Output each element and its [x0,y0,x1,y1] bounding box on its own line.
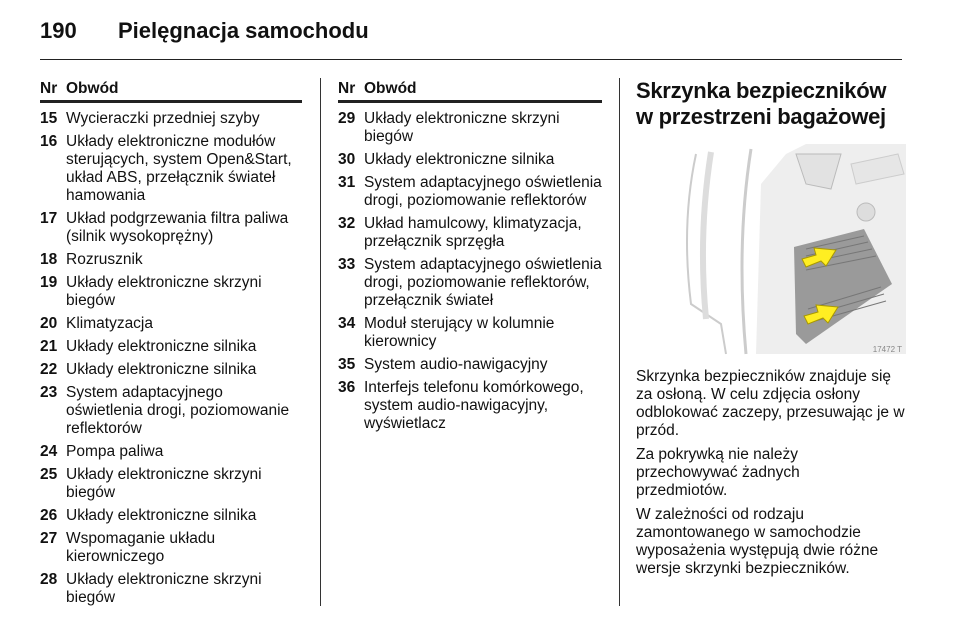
header-divider [40,59,902,60]
fuse-circuit: Układy elektroniczne silnika [66,361,257,378]
fusebox-illustration [636,144,906,356]
table-header [338,80,602,103]
fuse-number: 29 [338,110,356,127]
fuse-number: 22 [40,361,58,378]
fuse-row [338,379,602,433]
fuse-number: 36 [338,379,356,396]
fuse-number: 25 [40,466,58,483]
page-title: Pielęgnacja samochodu [118,18,369,43]
section-title-line: w przestrzeni bagażowej [636,104,886,129]
page-number: 190 [40,18,77,43]
paragraph: Za pokrywką nie należy przechowywać żadnych przedmiotów. [636,446,800,499]
fuse-row [40,338,302,356]
fuse-circuit: Układy elektroniczne skrzyni biegów [66,571,262,606]
fuse-number: 16 [40,133,58,150]
luggage-fusebox-section [636,78,908,584]
fuse-number: 26 [40,507,58,524]
fuse-row [40,274,302,310]
fuse-circuit: Układ podgrzewania filtra paliwa (silnik wysokoprężny) [66,210,289,245]
fuse-table-left [40,80,302,612]
fuse-number: 21 [40,338,58,355]
fuse-row [338,110,602,146]
fuse-row [40,251,302,269]
fuse-circuit: Moduł sterujący w kolumnie kierownicy [364,315,555,350]
fuse-circuit: System adaptacyjnego oświetlenia drogi, poziomowanie reflektorów [364,174,602,209]
fuse-number: 34 [338,315,356,332]
fuse-circuit: Układy elektroniczne skrzyni biegów [364,110,560,145]
fuse-row [40,210,302,246]
fuse-circuit: System audio-nawigacyjny [364,356,548,373]
fuse-table-right [338,80,602,438]
nr-header: Nr [338,80,356,97]
column-divider [320,78,321,606]
fuse-number: 31 [338,174,356,191]
fuse-row [338,356,602,374]
fuse-circuit: Rozrusznik [66,251,143,268]
fuse-number: 19 [40,274,58,291]
fuse-number: 33 [338,256,356,273]
fuse-number: 27 [40,530,58,547]
section-title [636,78,908,130]
fuse-circuit: Układy elektroniczne skrzyni biegów [66,466,262,501]
fuse-row [40,384,302,438]
fuse-row [40,571,302,607]
fuse-circuit: Pompa paliwa [66,443,164,460]
fuse-number: 17 [40,210,58,227]
fuse-circuit: Interfejs telefonu komórkowego, system audio-nawigacyjny, wyświetlacz [364,379,584,432]
paragraph: W zależności od rodzaju zamontowanego w samochodzie wyposażenia występują dwie różne wersje skrzynki bezpieczników. [636,506,879,577]
nr-header: Nr [40,80,58,97]
table-header [40,80,302,103]
section-title-line: Skrzynka bezpieczników [636,78,887,103]
fuse-circuit: Układy elektroniczne skrzyni biegów [66,274,262,309]
fuse-circuit: Układ hamulcowy, klimatyzacja, przełącznik sprzęgła [364,215,582,250]
figure-code: 17472 T [872,345,902,354]
fuse-row [40,530,302,566]
fuse-row [338,215,602,251]
fuse-row [338,315,602,351]
fuse-row [40,507,302,525]
fuse-row [338,256,602,310]
circuit-header: Obwód [364,80,417,97]
fuse-circuit: System adaptacyjnego oświetlenia drogi, poziomowanie reflektorów [66,384,290,437]
fuse-row [40,315,302,333]
fuse-circuit: Wycieraczki przedniej szyby [66,110,260,127]
fuse-circuit: System adaptacyjnego oświetlenia drogi, poziomowanie reflektorów, przełącznik świateł [364,256,602,309]
fuse-row [40,443,302,461]
fuse-number: 23 [40,384,58,401]
fuse-row [338,151,602,169]
fuse-circuit: Układy elektroniczne modułów sterujących, system Open&Start, układ ABS, przełącznik świateł hamowania [66,133,292,204]
fuse-row [40,133,302,205]
fuse-row [40,466,302,502]
fuse-number: 28 [40,571,58,588]
fuse-number: 32 [338,215,356,232]
fuse-circuit: Układy elektroniczne silnika [66,507,257,524]
fuse-circuit: Układy elektroniczne silnika [66,338,257,355]
fuse-number: 35 [338,356,356,373]
fuse-row [338,174,602,210]
fuse-number: 20 [40,315,58,332]
circuit-header: Obwód [66,80,119,97]
column-divider [619,78,620,606]
fuse-circuit: Układy elektroniczne silnika [364,151,555,168]
fuse-circuit: Klimatyzacja [66,315,153,332]
fuse-number: 24 [40,443,58,460]
fuse-number: 18 [40,251,58,268]
fuse-row [40,361,302,379]
paragraph: Skrzynka bezpieczników znajduje się za osłoną. W celu zdjęcia osłony odblokować zaczepy, przesuwając je w przód. [636,368,905,439]
fuse-number: 30 [338,151,356,168]
fuse-row [40,110,302,128]
fuse-circuit: Wspomaganie układu kierowniczego [66,530,216,565]
fuse-number: 15 [40,110,58,127]
